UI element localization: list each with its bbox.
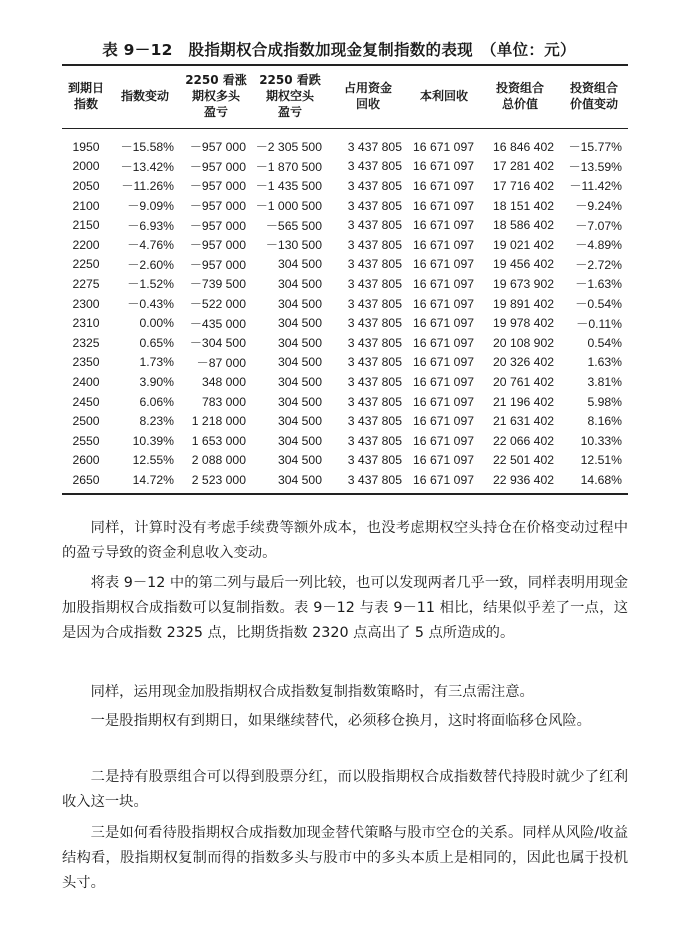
table-cell: 2600 bbox=[72, 453, 100, 468]
table-header-row bbox=[62, 65, 628, 129]
table-row bbox=[62, 274, 628, 294]
table-cell: －1 000 500 bbox=[255, 199, 322, 214]
table-cell: 16 671 097 bbox=[413, 159, 474, 174]
table-cell: 3 437 805 bbox=[328, 470, 408, 494]
table-cell: 16 671 097 bbox=[413, 355, 474, 370]
table-cell: 19 456 402 bbox=[493, 257, 554, 272]
table-cell: 20 326 402 bbox=[493, 355, 554, 370]
table-cell: 3 437 805 bbox=[347, 374, 402, 389]
paragraph-3: 同样，运用现金加股指期权合成指数复制指数策略时，有三点需注意。 bbox=[90, 684, 534, 700]
table-cell: 348 000 bbox=[201, 374, 246, 389]
table-cell: －4.89% bbox=[575, 238, 622, 253]
table-cell: 16 671 097 bbox=[413, 414, 474, 429]
table-cell: 17 281 402 bbox=[493, 159, 554, 174]
table-cell: 2 088 000 bbox=[191, 453, 246, 468]
table-cell: 783 000 bbox=[201, 394, 246, 409]
table-cell: 304 500 bbox=[277, 355, 322, 370]
table-cell: 2550 bbox=[72, 433, 100, 448]
table-cell: 16 671 097 bbox=[413, 257, 474, 272]
table-cell: －2 305 500 bbox=[255, 140, 322, 155]
table-cell: －304 500 bbox=[189, 336, 246, 351]
paragraph-4: 一是股指期权有到期日，如果继续替代，必须移仓换月，这时将面临移仓风险。 bbox=[90, 713, 591, 729]
table-cell: 2310 bbox=[72, 316, 100, 331]
table-cell: 3 437 805 bbox=[347, 237, 402, 252]
table-cell: 2450 bbox=[72, 394, 100, 409]
table-cell: 16 846 402 bbox=[493, 139, 554, 154]
paragraph-6: 三是如何看待股指期权合成指数加现金替代策略与股市空仓的关系。同样从风险/收益结构看，股指期权复制而得的指数多头与股市中的多头本质上是相同的，因此也属于投机头寸。 bbox=[62, 825, 628, 891]
table-cell: 21 196 402 bbox=[493, 394, 554, 409]
table-cell: 1 218 000 bbox=[191, 414, 246, 429]
table-cell: －6.93% bbox=[127, 218, 174, 233]
table-row bbox=[62, 411, 628, 431]
table-cell: 304 500 bbox=[277, 276, 322, 291]
table-cell: 1 653 000 bbox=[191, 433, 246, 448]
table-cell: 304 500 bbox=[277, 257, 322, 272]
table-cell: 16 671 097 bbox=[413, 198, 474, 213]
table-cell: 2100 bbox=[72, 198, 100, 213]
table-cell: 3 437 805 bbox=[347, 316, 402, 331]
table-cell: 2200 bbox=[72, 237, 100, 252]
table-row bbox=[62, 176, 628, 196]
table-cell: 16 671 097 bbox=[413, 218, 474, 233]
table-cell: 2150 bbox=[72, 218, 100, 233]
table-cell: 304 500 bbox=[277, 316, 322, 331]
table-cell: －2.72% bbox=[575, 257, 622, 272]
table-cell: －13.59% bbox=[568, 159, 622, 174]
table-cell: 2050 bbox=[72, 178, 100, 193]
header-capital-recovery: 占用资金 回收 bbox=[328, 65, 408, 129]
table-cell: －957 000 bbox=[189, 140, 246, 155]
table-cell: －435 000 bbox=[189, 316, 246, 331]
table-row bbox=[62, 353, 628, 373]
table-cell: 12.55% bbox=[132, 453, 174, 468]
header-principal-interest: 本利回收 bbox=[408, 65, 480, 129]
table-cell: 1.63% bbox=[587, 355, 622, 370]
header-portfolio-change: 投资组合 价值变动 bbox=[560, 65, 628, 129]
table-cell: 3 437 805 bbox=[347, 178, 402, 193]
table-cell: 3 437 805 bbox=[347, 433, 402, 448]
table-cell: 8.16% bbox=[587, 414, 622, 429]
table-cell: 8.23% bbox=[139, 414, 174, 429]
table-cell: 304 500 bbox=[252, 470, 328, 494]
data-table bbox=[62, 64, 628, 495]
table-cell: －15.58% bbox=[120, 140, 174, 155]
table-cell: 3 437 805 bbox=[347, 276, 402, 291]
table-row bbox=[62, 255, 628, 275]
table-row bbox=[62, 235, 628, 255]
table-cell: －957 000 bbox=[189, 238, 246, 253]
table-cell: 304 500 bbox=[277, 296, 322, 311]
table-cell: －739 500 bbox=[189, 277, 246, 292]
table-cell: 2275 bbox=[72, 276, 100, 291]
table-row bbox=[62, 431, 628, 451]
table-cell: 16 671 097 bbox=[413, 276, 474, 291]
table-cell: 304 500 bbox=[277, 433, 322, 448]
table-cell: 19 978 402 bbox=[493, 316, 554, 331]
table-cell: 21 631 402 bbox=[493, 414, 554, 429]
table-cell: 3 437 805 bbox=[347, 257, 402, 272]
table-cell: －565 500 bbox=[265, 218, 322, 233]
table-cell: 0.65% bbox=[139, 335, 174, 350]
table-cell: 16 671 097 bbox=[413, 394, 474, 409]
table-cell: 2 523 000 bbox=[180, 470, 252, 494]
table-cell: 3 437 805 bbox=[347, 296, 402, 311]
table-cell: 16 671 097 bbox=[413, 335, 474, 350]
header-portfolio-value: 投资组合 总价值 bbox=[480, 65, 560, 129]
table-row bbox=[62, 196, 628, 216]
table-cell: 20 761 402 bbox=[493, 374, 554, 389]
table-cell: 2500 bbox=[72, 414, 100, 429]
table-cell: 3 437 805 bbox=[347, 218, 402, 233]
table-cell: 2300 bbox=[72, 296, 100, 311]
table-cell: 20 108 902 bbox=[493, 335, 554, 350]
table-cell: 19 673 902 bbox=[493, 276, 554, 291]
table-cell: －9.24% bbox=[575, 199, 622, 214]
table-cell: 3.81% bbox=[587, 374, 622, 389]
table-cell: 14.72% bbox=[110, 470, 180, 494]
table-cell: 16 671 097 bbox=[413, 296, 474, 311]
table-row bbox=[62, 470, 628, 494]
table-cell: 1950 bbox=[72, 139, 100, 154]
table-cell: 2400 bbox=[72, 374, 100, 389]
table-cell: 304 500 bbox=[277, 394, 322, 409]
table-row bbox=[62, 451, 628, 471]
table-cell: 10.39% bbox=[132, 433, 174, 448]
table-cell: 22 501 402 bbox=[493, 453, 554, 468]
table-cell: －957 000 bbox=[189, 179, 246, 194]
table-cell: 10.33% bbox=[580, 433, 622, 448]
table-cell: －0.43% bbox=[127, 297, 174, 312]
table-cell: 5.98% bbox=[587, 394, 622, 409]
table-cell: 16 671 097 bbox=[413, 139, 474, 154]
table-cell: 22 936 402 bbox=[480, 470, 560, 494]
table-cell: －2.60% bbox=[127, 257, 174, 272]
table-cell: 16 671 097 bbox=[413, 316, 474, 331]
header-call-pnl: 2250 看涨 期权多头 盈亏 bbox=[180, 65, 252, 129]
table-cell: 18 586 402 bbox=[493, 218, 554, 233]
table-row bbox=[62, 215, 628, 235]
table-cell: 3 437 805 bbox=[347, 414, 402, 429]
table-cell: －957 000 bbox=[189, 159, 246, 174]
table-cell: －522 000 bbox=[189, 297, 246, 312]
table-cell: 3 437 805 bbox=[347, 355, 402, 370]
table-cell: 0.00% bbox=[139, 316, 174, 331]
table-cell: －87 000 bbox=[196, 355, 246, 370]
table-cell: －957 000 bbox=[189, 257, 246, 272]
table-cell: －957 000 bbox=[189, 218, 246, 233]
table-row bbox=[62, 157, 628, 177]
paragraph-2: 将表 9－12 中的第二列与最后一列比较，也可以发现两者几乎一致，同样表明用现金加股指期权合成指数可以复制指数。表 9－12 与表 9－11 相比，结果似乎差了一点，这是因为合成指数 2325 点，比期货指数 2320 点高出了 5 点所造成的。 bbox=[62, 575, 628, 641]
table-cell: 3 437 805 bbox=[347, 198, 402, 213]
table-cell: －0.54% bbox=[575, 297, 622, 312]
table-cell: 3 437 805 bbox=[347, 335, 402, 350]
table-row bbox=[62, 313, 628, 333]
table-cell: 22 066 402 bbox=[493, 433, 554, 448]
table-cell: －13.42% bbox=[120, 159, 174, 174]
table-cell: －130 500 bbox=[265, 238, 322, 253]
table-row bbox=[62, 294, 628, 314]
table-cell: －11.42% bbox=[569, 179, 622, 194]
table-cell: 2000 bbox=[72, 159, 100, 174]
header-expiry-index: 到期日 指数 bbox=[62, 65, 110, 129]
table-cell: 3 437 805 bbox=[347, 394, 402, 409]
table-cell: 304 500 bbox=[277, 335, 322, 350]
table-cell: 1.73% bbox=[139, 355, 174, 370]
table-cell: 304 500 bbox=[277, 453, 322, 468]
table-cell: －957 000 bbox=[189, 199, 246, 214]
paragraph-5: 二是持有股票组合可以得到股票分红，而以股指期权合成指数替代持股时就少了红利收入这一块。 bbox=[62, 769, 628, 810]
table-cell: －7.07% bbox=[575, 218, 622, 233]
table-cell: －1.52% bbox=[127, 277, 174, 292]
table-cell: －4.76% bbox=[127, 238, 174, 253]
table-cell: 2250 bbox=[72, 257, 100, 272]
table-row bbox=[62, 372, 628, 392]
table-cell: 304 500 bbox=[277, 374, 322, 389]
table-body bbox=[62, 129, 628, 494]
table-cell: 2650 bbox=[62, 470, 110, 494]
table-cell: －1 870 500 bbox=[255, 159, 322, 174]
table-cell: －1.63% bbox=[575, 277, 622, 292]
table-cell: 304 500 bbox=[277, 414, 322, 429]
table-row bbox=[62, 392, 628, 412]
table-cell: 16 671 097 bbox=[413, 237, 474, 252]
table-cell: 12.51% bbox=[580, 453, 622, 468]
table-cell: 16 671 097 bbox=[413, 178, 474, 193]
table-cell: 3 437 805 bbox=[347, 453, 402, 468]
table-cell: －9.09% bbox=[127, 199, 174, 214]
table-cell: 3 437 805 bbox=[347, 139, 402, 154]
table-cell: －1 435 500 bbox=[255, 179, 322, 194]
table-cell: 3.90% bbox=[139, 374, 174, 389]
table-cell: 18 151 402 bbox=[493, 198, 554, 213]
table-row bbox=[62, 129, 628, 157]
table-cell: 17 716 402 bbox=[493, 178, 554, 193]
table-cell: －11.26% bbox=[121, 179, 174, 194]
table-cell: 2325 bbox=[72, 335, 100, 350]
table-cell: －15.77% bbox=[568, 140, 622, 155]
table-cell: 2350 bbox=[72, 355, 100, 370]
table-cell: 0.54% bbox=[587, 335, 622, 350]
header-index-change: 指数变动 bbox=[110, 65, 180, 129]
paragraph-1: 同样，计算时没有考虑手续费等额外成本，也没考虑期权空头持仓在价格变动过程中的盈亏导致的资金利息收入变动。 bbox=[62, 520, 628, 561]
header-put-pnl: 2250 看跌 期权空头 盈亏 bbox=[252, 65, 328, 129]
table-cell: 3 437 805 bbox=[347, 159, 402, 174]
table-cell: 19 021 402 bbox=[493, 237, 554, 252]
table-cell: 14.68% bbox=[560, 470, 628, 494]
table-cell: 16 671 097 bbox=[413, 433, 474, 448]
table-cell: 16 671 097 bbox=[413, 453, 474, 468]
table-cell: 6.06% bbox=[139, 394, 174, 409]
table-cell: 16 671 097 bbox=[408, 470, 480, 494]
table-cell: 16 671 097 bbox=[413, 374, 474, 389]
table-title: 表 9－12 股指期权合成指数加现金复制指数的表现 （单位：元） bbox=[102, 41, 576, 59]
table-row bbox=[62, 333, 628, 353]
table-cell: －0.11% bbox=[576, 316, 622, 331]
table-cell: 19 891 402 bbox=[493, 296, 554, 311]
